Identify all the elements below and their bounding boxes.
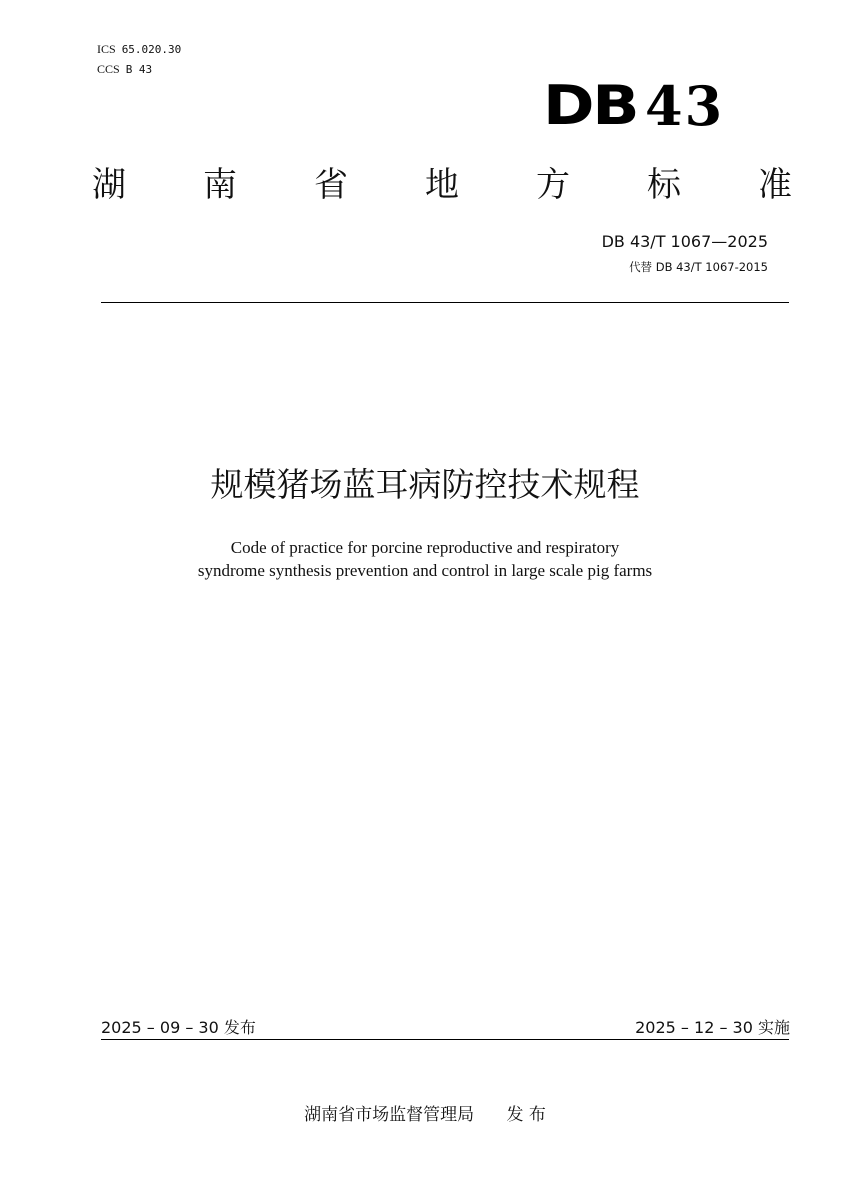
standard-type-heading bbox=[92, 163, 792, 207]
db-logo-letters: DB bbox=[543, 74, 638, 137]
document-title-chinese: 规模猪场蓝耳病防控技术规程 bbox=[210, 465, 640, 504]
standard-type-char: 省 bbox=[314, 165, 348, 205]
ics-code: 65.020.30 bbox=[121, 43, 182, 56]
standard-type-char: 准 bbox=[758, 165, 792, 205]
ics-label: ICS bbox=[97, 42, 116, 56]
title-english-line-1: Code of practice for porcine reproductive and respiratory bbox=[230, 538, 620, 557]
db-logo-number: 43 bbox=[645, 74, 725, 138]
issuing-authority: 湖南省市场监督管理局 发 布 bbox=[304, 1105, 546, 1125]
document-title-english bbox=[0, 536, 850, 582]
standard-type-char: 南 bbox=[203, 165, 237, 205]
replaces-standard: 代替 DB 43/T 1067-2015 bbox=[629, 260, 768, 274]
ccs-code: B 43 bbox=[125, 63, 153, 76]
issue-date: 2025 – 09 – 30 发布 bbox=[101, 1018, 256, 1037]
implementation-date: 2025 – 12 – 30 实施 bbox=[635, 1018, 790, 1037]
standard-type-char: 方 bbox=[536, 165, 570, 205]
ics-line bbox=[97, 42, 181, 57]
db-logo-mark bbox=[543, 74, 743, 138]
bottom-divider bbox=[101, 1039, 789, 1040]
ccs-line bbox=[97, 62, 152, 77]
standard-type-char: 湖 bbox=[92, 165, 126, 205]
standard-type-char: 地 bbox=[425, 165, 459, 205]
top-divider bbox=[101, 302, 789, 303]
standard-type-char: 标 bbox=[647, 165, 681, 205]
ccs-label: CCS bbox=[97, 62, 120, 76]
title-english-line-2: syndrome synthesis prevention and control in large scale pig farms bbox=[197, 561, 653, 580]
standard-number: DB 43/T 1067—2025 bbox=[601, 232, 768, 251]
